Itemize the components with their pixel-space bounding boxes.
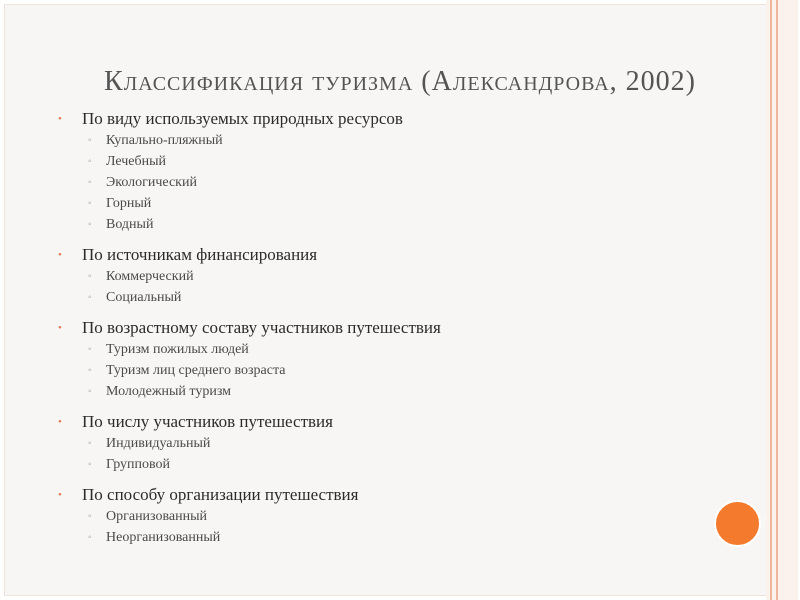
list-item [56,527,736,548]
section-heading-label: По числу участников путешествия [82,412,333,431]
list-item [56,266,736,287]
list-item-label: Туризм пожилых людей [106,342,249,357]
list-item-label: Водный [106,217,154,232]
list-item [56,381,736,402]
sub-bullet-icon: ◦ [88,219,92,230]
sub-bullet-icon: ◦ [88,344,92,355]
list-item-label: Коммерческий [106,269,194,284]
section-heading-label: По возрастному составу участников путешествия [82,318,441,337]
bullet-dot-icon: • [58,489,62,501]
sub-bullet-icon: ◦ [88,156,92,167]
section-heading [56,244,736,266]
list-item-label: Купально-пляжный [106,133,223,148]
list-item-label: Организованный [106,509,208,524]
sub-bullet-icon: ◦ [88,177,92,188]
list-item-label: Социальный [106,290,182,305]
list-item-label: Молодежный туризм [106,384,232,399]
list-item [56,214,736,235]
section-heading-label: По источникам финансирования [82,245,318,264]
sub-bullet-icon: ◦ [88,459,92,470]
list-item [56,130,736,151]
section-heading [56,411,736,433]
list-item [56,339,736,360]
bullet-dot-icon: • [58,113,62,125]
list-item [56,151,736,172]
section-heading [56,108,736,130]
list-item [56,287,736,308]
sub-bullet-icon: ◦ [88,292,92,303]
list-item [56,506,736,527]
sub-bullet-icon: ◦ [88,532,92,543]
list-item [56,172,736,193]
list-item-label: Туризм лиц среднего возраста [106,363,286,378]
sub-bullet-icon: ◦ [88,365,92,376]
list-item-label: Неорганизованный [106,530,221,545]
bullet-dot-icon: • [58,249,62,261]
list-item [56,454,736,475]
list-item [56,360,736,381]
section-heading [56,317,736,339]
section-heading [56,484,736,506]
list-item-label: Экологический [106,175,197,190]
section-natural-resources [56,108,736,235]
section-heading-label: По способу организации путешествия [82,485,359,504]
section-financing-sources [56,244,736,308]
list-item-label: Лечебный [106,154,167,169]
list-item [56,433,736,454]
bullet-dot-icon: • [58,416,62,428]
section-age-composition [56,317,736,402]
list-item-label: Групповой [106,457,171,472]
sub-bullet-icon: ◦ [88,135,92,146]
section-organization-method [56,484,736,548]
bullet-list [56,108,736,557]
list-item [56,193,736,214]
sub-bullet-icon: ◦ [88,271,92,282]
section-heading-label: По виду используемых природных ресурсов [82,109,403,128]
slide-title: Классификация туризма (Александрова, 2002) [104,66,696,97]
sub-bullet-icon: ◦ [88,386,92,397]
section-participant-count [56,411,736,475]
sub-bullet-icon: ◦ [88,511,92,522]
bullet-dot-icon: • [58,322,62,334]
list-item-label: Индивидуальный [106,436,211,451]
list-item-label: Горный [106,196,152,211]
sub-bullet-icon: ◦ [88,198,92,209]
sub-bullet-icon: ◦ [88,438,92,449]
